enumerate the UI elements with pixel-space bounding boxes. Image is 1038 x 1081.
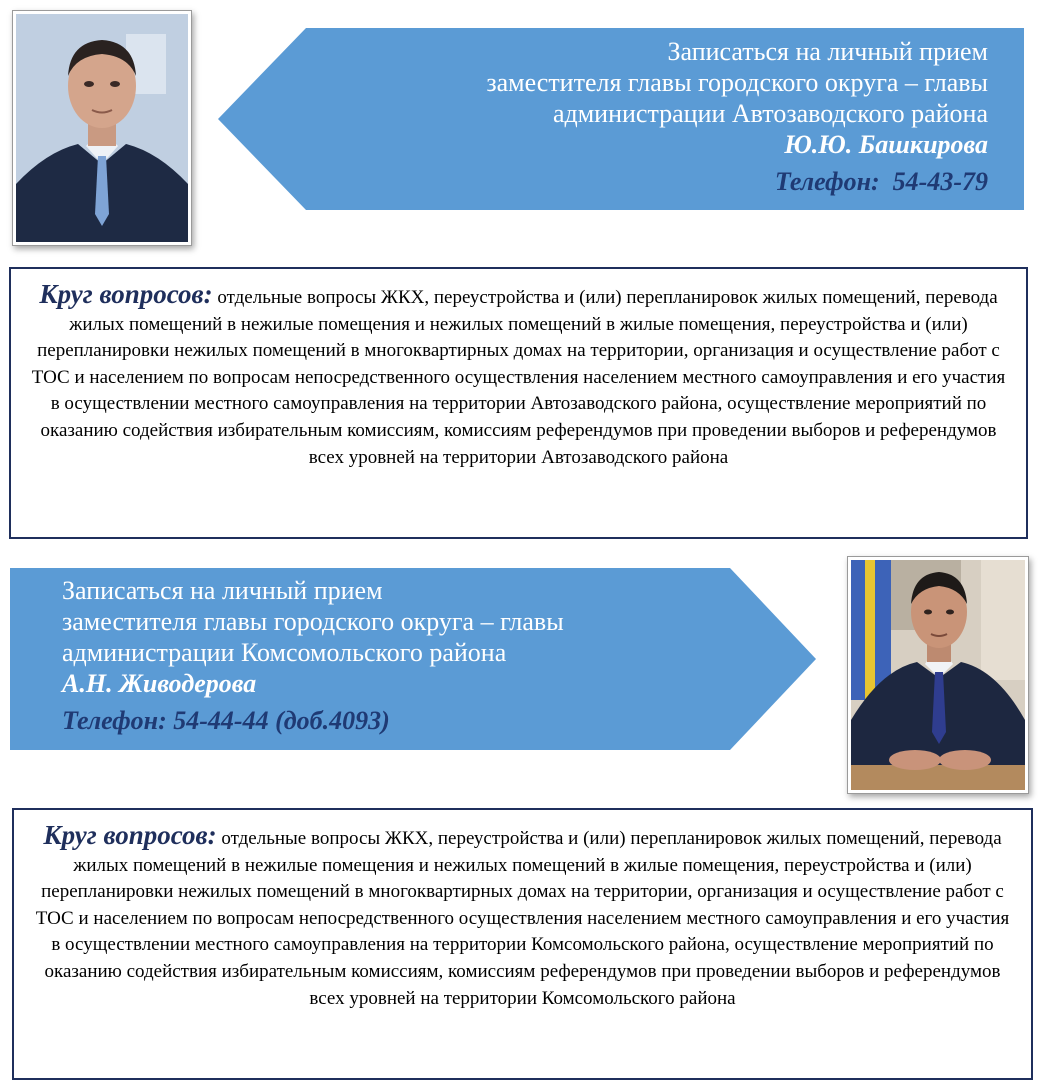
person-portrait-icon [851,560,1025,790]
phone-number: Телефон: 54-43-79 [774,167,988,196]
issues-text: отдельные вопросы ЖКХ, переустройства и (или) перепланировок жилых помещений, перевода жилых помещений в нежилые помещения и нежилых помещений в жилые помещения, переустройства и (или) перепланировки нежилых помещений в многоквартирных домах на территории, организация и осуществление работ с ТОС и населением по вопросам непосредственного осуществления населением местного самоуправления и его участия в осуществлении местного самоуправления на территории Комсомольского района, осуществление мероприятий по оказанию содействия избирательным комиссиям, комиссиям референдумов при проведении выборов и референдумов всех уровней на территории Комсомольского района [35,828,1010,1009]
banner-line: Записаться на личный прием [667,37,988,66]
issues-text: отдельные вопросы ЖКХ, переустройства и (или) перепланировок жилых помещений, перевода жилых помещений в нежилые помещения и нежилых помещений в жилые помещения, переустройства и (или) перепланировки нежилых помещений в многоквартирных домах на территории, организация и осуществление работ с ТОС и населением по вопросам непосредственного осуществления населением местного самоуправления и его участия в осуществлении местного самоуправления на территории Автозаводского района, осуществление мероприятий по оказанию содействия избирательным комиссиям, комиссиям референдумов при проведении выборов и референдумов всех уровней на территории Автозаводского района [31,287,1006,468]
phone-number: Телефон: 54-44-44 (доб.4093) [62,706,390,735]
deputy-name: А.Н. Живодерова [62,669,257,698]
deputy-name: Ю.Ю. Башкирова [784,130,988,159]
issues-label: Круг вопросов: [43,820,217,850]
issues-label: Круг вопросов: [39,279,213,309]
banner-line: заместителя главы городского округа – главы [62,607,564,636]
appointment-banner-komsomolsky [62,575,564,736]
banner-line: администрации Комсомольского района [62,638,507,667]
banner-line: администрации Автозаводского района [552,99,988,128]
issues-box-komsomolsky [12,808,1033,1080]
appointment-banner-avtozavodsky [486,36,988,197]
deputy-photo-komsomolsky [847,556,1029,794]
banner-line: Записаться на личный прием [62,576,383,605]
issues-box-avtozavodsky [9,267,1028,539]
person-portrait-icon [16,14,188,242]
deputy-photo-avtozavodsky [12,10,192,246]
banner-line: заместителя главы городского округа – главы [486,68,988,97]
